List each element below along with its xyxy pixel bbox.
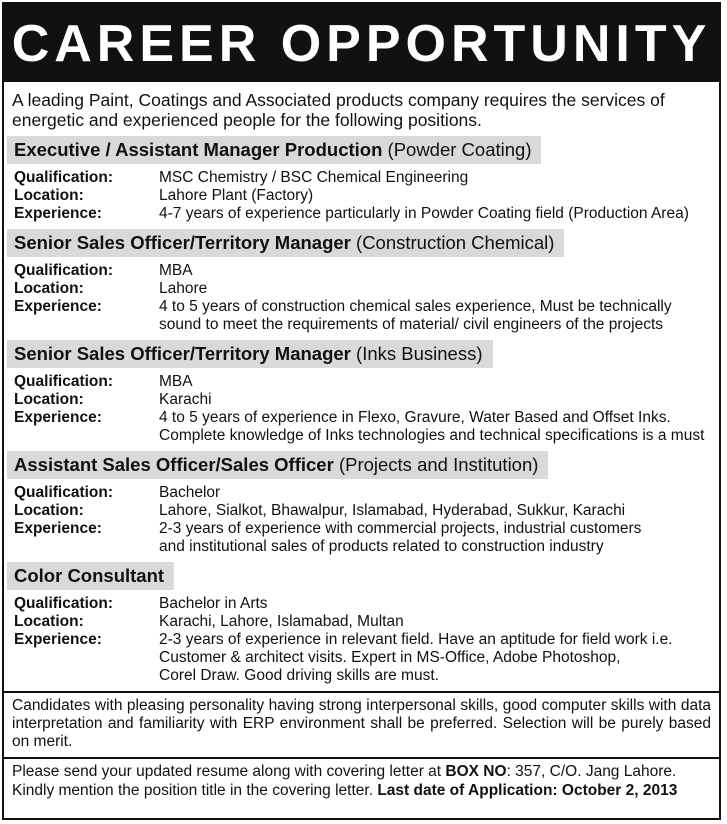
qualification-value: MBA bbox=[159, 373, 193, 390]
experience-label: Experience: bbox=[14, 520, 102, 537]
apply-line2-text: Kindly mention the position title in the covering letter. bbox=[12, 781, 378, 799]
box-number-value: : 357, C/O. Jang Lahore. bbox=[506, 763, 677, 780]
location-label: Location: bbox=[14, 502, 84, 519]
application-deadline: Last date of Application: October 2, 2013 bbox=[377, 781, 678, 799]
experience-row bbox=[14, 409, 719, 445]
position-subtitle: (Inks Business) bbox=[356, 343, 483, 364]
position-details bbox=[14, 484, 719, 556]
position-title: Senior Sales Officer/Territory Manager bbox=[14, 343, 351, 364]
qualification-row bbox=[14, 373, 719, 391]
position-heading bbox=[7, 229, 564, 257]
experience-value bbox=[159, 205, 719, 223]
experience-line: Corel Draw. Good driving skills are must. bbox=[159, 667, 439, 684]
qualification-row bbox=[14, 262, 719, 280]
qualification-value: MSC Chemistry / BSC Chemical Engineering bbox=[159, 169, 469, 186]
experience-line: and institutional sales of products related to construction industry bbox=[159, 538, 604, 555]
position-heading bbox=[7, 451, 548, 479]
position-subtitle: (Powder Coating) bbox=[387, 139, 532, 160]
location-value: Karachi, Lahore, Islamabad, Multan bbox=[159, 613, 404, 630]
divider bbox=[4, 691, 719, 693]
candidate-note: Candidates with pleasing personality having strong interpersonal skills, good computer skills with data interpretation and familiarity with ERP environment shall be preferred. Selection will be purely based on merit. bbox=[12, 697, 711, 750]
location-row bbox=[14, 502, 719, 520]
position-heading bbox=[7, 562, 174, 590]
experience-row bbox=[14, 631, 719, 685]
position-section bbox=[4, 451, 719, 556]
job-advertisement bbox=[2, 2, 721, 820]
application-instructions bbox=[12, 763, 711, 800]
qualification-label: Qualification: bbox=[14, 484, 114, 501]
positions-list bbox=[4, 136, 719, 685]
position-subtitle: (Projects and Institution) bbox=[338, 454, 539, 475]
experience-row bbox=[14, 298, 719, 334]
location-label: Location: bbox=[14, 391, 84, 408]
qualification-row bbox=[14, 484, 719, 502]
experience-label: Experience: bbox=[14, 205, 102, 222]
location-label: Location: bbox=[14, 280, 84, 297]
experience-line: sound to meet the requirements of material/ civil engineers of the projects bbox=[159, 316, 664, 333]
divider bbox=[4, 757, 719, 759]
experience-label: Experience: bbox=[14, 298, 102, 315]
qualification-label: Qualification: bbox=[14, 373, 114, 390]
position-title: Assistant Sales Officer/Sales Officer bbox=[14, 454, 334, 475]
position-section bbox=[4, 562, 719, 685]
qualification-label: Qualification: bbox=[14, 169, 114, 186]
experience-value bbox=[159, 520, 719, 556]
qualification-value: Bachelor in Arts bbox=[159, 595, 268, 612]
qualification-value: Bachelor bbox=[159, 484, 221, 501]
apply-line1-text: Please send your updated resume along with covering letter at bbox=[12, 763, 446, 780]
position-section bbox=[4, 136, 719, 223]
experience-line: 4-7 years of experience particularly in Powder Coating field (Production Area) bbox=[159, 205, 689, 222]
position-details bbox=[14, 595, 719, 685]
experience-label: Experience: bbox=[14, 409, 102, 426]
location-value: Lahore, Sialkot, Bhawalpur, Islamabad, Hyderabad, Sukkur, Karachi bbox=[159, 502, 626, 519]
location-row bbox=[14, 391, 719, 409]
position-details bbox=[14, 373, 719, 445]
experience-line: 4 to 5 years of experience in Flexo, Gravure, Water Based and Offset Inks. bbox=[159, 409, 671, 426]
qualification-value: MBA bbox=[159, 262, 193, 279]
position-section bbox=[4, 340, 719, 445]
location-value: Lahore Plant (Factory) bbox=[159, 187, 314, 204]
location-value: Karachi bbox=[159, 391, 212, 408]
intro-paragraph: A leading Paint, Coatings and Associated products company requires the services of energetic and experienced people for the following positions. bbox=[12, 90, 665, 130]
position-details bbox=[14, 262, 719, 334]
qualification-row bbox=[14, 169, 719, 187]
qualification-label: Qualification: bbox=[14, 262, 114, 279]
experience-line: Complete knowledge of Inks technologies and technical specifications is a must bbox=[159, 427, 705, 444]
experience-value bbox=[159, 631, 719, 685]
experience-line: Customer & architect visits. Expert in MS-Office, Adobe Photoshop, bbox=[159, 649, 621, 666]
position-section bbox=[4, 229, 719, 334]
position-title: Senior Sales Officer/Territory Manager bbox=[14, 232, 351, 253]
location-label: Location: bbox=[14, 187, 84, 204]
position-details bbox=[14, 169, 719, 223]
location-row bbox=[14, 187, 719, 205]
experience-line: 2-3 years of experience in relevant field. Have an aptitude for field work i.e. bbox=[159, 631, 673, 648]
position-heading bbox=[7, 136, 541, 164]
experience-value bbox=[159, 298, 719, 334]
experience-line: 4 to 5 years of construction chemical sales experience, Must be technically bbox=[159, 298, 672, 315]
position-heading bbox=[7, 340, 493, 368]
location-value: Lahore bbox=[159, 280, 208, 297]
box-number-label: BOX NO bbox=[445, 763, 507, 780]
experience-row bbox=[14, 520, 719, 556]
position-title: Color Consultant bbox=[14, 565, 165, 586]
qualification-row bbox=[14, 595, 719, 613]
experience-value bbox=[159, 409, 719, 445]
location-row bbox=[14, 613, 719, 631]
position-subtitle: (Construction Chemical) bbox=[356, 232, 555, 253]
banner-title: CAREER OPPORTUNITY bbox=[4, 4, 719, 82]
experience-row bbox=[14, 205, 719, 223]
qualification-label: Qualification: bbox=[14, 595, 114, 612]
location-label: Location: bbox=[14, 613, 84, 630]
position-title: Executive / Assistant Manager Production bbox=[14, 139, 383, 160]
experience-line: 2-3 years of experience with commercial projects, industrial customers bbox=[159, 520, 642, 537]
experience-label: Experience: bbox=[14, 631, 102, 648]
location-row bbox=[14, 280, 719, 298]
